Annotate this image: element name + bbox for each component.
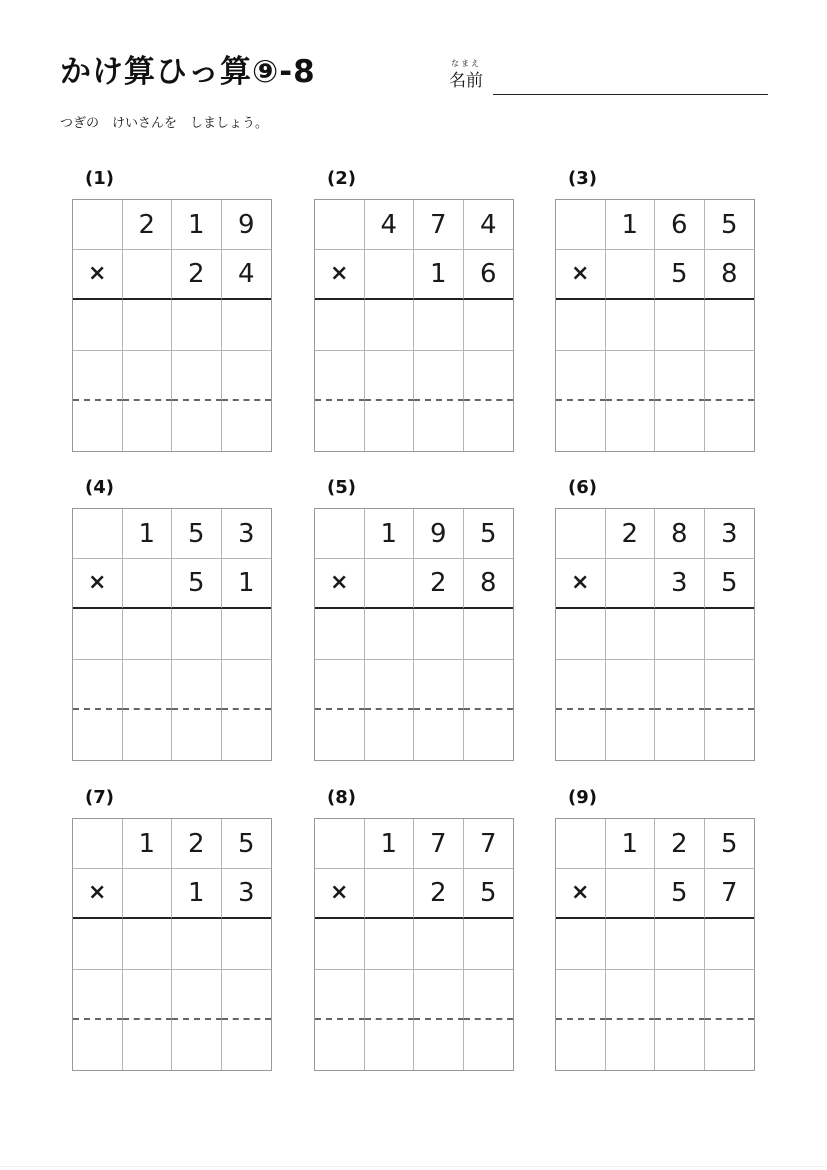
name-label: 名前 [449,71,483,91]
answer-cell[interactable] [556,401,606,451]
multiplicand-digit: 7 [414,819,464,869]
answer-cell[interactable] [73,609,123,659]
multiplier-digit: 1 [172,869,222,919]
answer-cell[interactable] [606,609,656,659]
answer-cell[interactable] [655,919,705,969]
worksheet-title: かけ算ひっ算⑨-8 [60,54,316,90]
answer-cell[interactable] [123,609,173,659]
multiply-sign: × [330,261,349,287]
answer-cell[interactable] [123,660,173,710]
answer-cell[interactable] [365,1020,415,1070]
answer-cell[interactable] [414,609,464,659]
problem-number: (8) [327,787,356,808]
multiplicand-digit: 2 [123,200,173,250]
name-furigana: なまえ [451,59,481,68]
multiplicand-digit: 1 [365,819,415,869]
empty-cell [606,250,656,300]
multiplier-digit: 5 [655,869,705,919]
answer-cell[interactable] [655,401,705,451]
empty-cell [365,250,415,300]
answer-cell[interactable] [73,660,123,710]
multiplicand-digit: 2 [172,819,222,869]
answer-cell[interactable] [655,660,705,710]
answer-cell[interactable] [414,401,464,451]
answer-cell[interactable] [315,300,365,350]
name-field [449,59,769,97]
answer-cell[interactable] [556,710,606,760]
multiply-sign: × [330,880,349,906]
answer-cell[interactable] [365,300,415,350]
operator-cell [556,559,606,609]
answer-cell[interactable] [123,919,173,969]
answer-cell[interactable] [556,660,606,710]
empty-cell [123,250,173,300]
answer-cell[interactable] [123,1020,173,1070]
answer-cell[interactable] [705,660,755,710]
problem-number: (2) [327,168,356,189]
instructions: つぎの けいさんを しましょう。 [60,116,269,131]
answer-cell[interactable] [556,970,606,1020]
answer-cell[interactable] [73,351,123,401]
answer-cell[interactable] [222,351,272,401]
answer-cell[interactable] [414,660,464,710]
answer-cell[interactable] [222,919,272,969]
empty-cell [365,869,415,919]
answer-cell[interactable] [222,710,272,760]
multiplicand-digit: 6 [655,200,705,250]
answer-cell[interactable] [705,609,755,659]
answer-cell[interactable] [655,351,705,401]
answer-cell[interactable] [655,300,705,350]
multiplicand-digit: 1 [606,200,656,250]
calculation-grid [314,199,514,452]
multiply-sign: × [330,570,349,596]
answer-cell[interactable] [655,710,705,760]
empty-cell [73,200,123,250]
answer-cell[interactable] [464,970,514,1020]
answer-cell[interactable] [73,1020,123,1070]
answer-cell[interactable] [172,1020,222,1070]
answer-cell[interactable] [315,351,365,401]
multiply-sign: × [571,880,590,906]
answer-cell[interactable] [464,351,514,401]
multiplier-digit: 1 [222,559,272,609]
answer-cell[interactable] [556,1020,606,1070]
calculation-grid [555,508,755,761]
answer-cell[interactable] [655,609,705,659]
empty-cell [315,509,365,559]
multiplicand-digit: 9 [414,509,464,559]
answer-cell[interactable] [73,300,123,350]
answer-cell[interactable] [222,609,272,659]
empty-cell [365,559,415,609]
answer-cell[interactable] [556,609,606,659]
page-bottom-edge [0,1166,827,1167]
empty-cell [123,869,173,919]
answer-cell[interactable] [123,300,173,350]
multiplicand-digit: 3 [222,509,272,559]
multiplier-digit: 4 [222,250,272,300]
answer-cell[interactable] [705,970,755,1020]
multiplicand-digit: 5 [222,819,272,869]
multiplier-digit: 1 [414,250,464,300]
answer-cell[interactable] [464,1020,514,1070]
multiplicand-digit: 7 [464,819,514,869]
answer-cell[interactable] [606,300,656,350]
multiplicand-digit: 1 [365,509,415,559]
answer-cell[interactable] [365,401,415,451]
empty-cell [556,509,606,559]
multiplier-digit: 7 [705,869,755,919]
multiplicand-digit: 4 [464,200,514,250]
multiplicand-digit: 5 [172,509,222,559]
problem-number: (3) [568,168,597,189]
answer-cell[interactable] [464,300,514,350]
empty-cell [73,819,123,869]
problem-number: (1) [85,168,114,189]
answer-cell[interactable] [606,970,656,1020]
problem-number: (6) [568,477,597,498]
multiplicand-digit: 1 [606,819,656,869]
operator-cell [315,559,365,609]
answer-cell[interactable] [606,1020,656,1070]
answer-cell[interactable] [556,919,606,969]
operator-cell [315,250,365,300]
answer-cell[interactable] [315,1020,365,1070]
operator-cell [73,250,123,300]
answer-cell[interactable] [172,919,222,969]
answer-cell[interactable] [705,401,755,451]
answer-cell[interactable] [172,401,222,451]
multiplier-digit: 5 [464,869,514,919]
answer-cell[interactable] [414,919,464,969]
multiplicand-digit: 2 [606,509,656,559]
answer-cell[interactable] [315,919,365,969]
multiplicand-digit: 9 [222,200,272,250]
answer-cell[interactable] [556,351,606,401]
answer-cell[interactable] [464,919,514,969]
multiplier-digit: 5 [172,559,222,609]
empty-cell [315,200,365,250]
answer-cell[interactable] [464,401,514,451]
answer-cell[interactable] [705,351,755,401]
multiplier-digit: 5 [705,559,755,609]
answer-cell[interactable] [73,710,123,760]
answer-cell[interactable] [172,970,222,1020]
answer-cell[interactable] [315,401,365,451]
answer-cell[interactable] [365,660,415,710]
answer-cell[interactable] [73,919,123,969]
empty-cell [556,819,606,869]
name-write-line[interactable] [493,94,768,95]
operator-cell [556,250,606,300]
answer-cell[interactable] [172,351,222,401]
multiplicand-digit: 5 [705,819,755,869]
empty-cell [73,509,123,559]
empty-cell [556,200,606,250]
answer-cell[interactable] [606,710,656,760]
multiplicand-digit: 4 [365,200,415,250]
multiplicand-digit: 7 [414,200,464,250]
calculation-grid [72,199,272,452]
multiplier-digit: 8 [705,250,755,300]
answer-cell[interactable] [222,1020,272,1070]
answer-cell[interactable] [606,919,656,969]
answer-cell[interactable] [606,351,656,401]
answer-cell[interactable] [365,609,415,659]
multiplier-digit: 6 [464,250,514,300]
calculation-grid [314,508,514,761]
answer-cell[interactable] [414,300,464,350]
empty-cell [123,559,173,609]
answer-cell[interactable] [464,609,514,659]
multiply-sign: × [571,261,590,287]
multiplicand-digit: 1 [123,509,173,559]
answer-cell[interactable] [705,300,755,350]
empty-cell [315,819,365,869]
answer-cell[interactable] [365,710,415,760]
answer-cell[interactable] [315,660,365,710]
multiplicand-digit: 8 [655,509,705,559]
answer-cell[interactable] [222,300,272,350]
answer-cell[interactable] [365,351,415,401]
answer-cell[interactable] [315,710,365,760]
answer-cell[interactable] [705,710,755,760]
answer-cell[interactable] [172,300,222,350]
answer-cell[interactable] [606,401,656,451]
answer-cell[interactable] [222,660,272,710]
multiply-sign: × [88,880,107,906]
multiplicand-digit: 2 [655,819,705,869]
multiplier-digit: 2 [414,869,464,919]
calculation-grid [555,199,755,452]
calculation-grid [555,818,755,1071]
answer-cell[interactable] [414,1020,464,1070]
multiplicand-digit: 5 [464,509,514,559]
answer-cell[interactable] [222,401,272,451]
answer-cell[interactable] [123,710,173,760]
answer-cell[interactable] [172,710,222,760]
multiply-sign: × [571,570,590,596]
answer-cell[interactable] [222,970,272,1020]
multiplicand-digit: 5 [705,200,755,250]
multiplicand-digit: 1 [123,819,173,869]
multiplier-digit: 3 [222,869,272,919]
operator-cell [315,869,365,919]
answer-cell[interactable] [414,970,464,1020]
problem-number: (4) [85,477,114,498]
answer-cell[interactable] [655,1020,705,1070]
answer-cell[interactable] [123,401,173,451]
answer-cell[interactable] [365,919,415,969]
problem-number: (5) [327,477,356,498]
empty-cell [606,869,656,919]
empty-cell [606,559,656,609]
problem-number: (7) [85,787,114,808]
answer-cell[interactable] [464,660,514,710]
answer-cell[interactable] [556,300,606,350]
answer-cell[interactable] [123,970,173,1020]
calculation-grid [72,508,272,761]
problem-number: (9) [568,787,597,808]
answer-cell[interactable] [73,401,123,451]
answer-cell[interactable] [655,970,705,1020]
operator-cell [73,869,123,919]
answer-cell[interactable] [705,1020,755,1070]
answer-cell[interactable] [464,710,514,760]
multiplier-digit: 8 [464,559,514,609]
multiply-sign: × [88,261,107,287]
multiply-sign: × [88,570,107,596]
answer-cell[interactable] [365,970,415,1020]
answer-cell[interactable] [705,919,755,969]
answer-cell[interactable] [315,970,365,1020]
multiplier-digit: 5 [655,250,705,300]
answer-cell[interactable] [315,609,365,659]
calculation-grid [72,818,272,1071]
calculation-grid [314,818,514,1071]
answer-cell[interactable] [123,351,173,401]
multiplier-digit: 2 [172,250,222,300]
answer-cell[interactable] [606,660,656,710]
operator-cell [73,559,123,609]
answer-cell[interactable] [172,609,222,659]
multiplier-digit: 2 [414,559,464,609]
multiplier-digit: 3 [655,559,705,609]
answer-cell[interactable] [73,970,123,1020]
operator-cell [556,869,606,919]
answer-cell[interactable] [414,710,464,760]
answer-cell[interactable] [172,660,222,710]
multiplicand-digit: 1 [172,200,222,250]
multiplicand-digit: 3 [705,509,755,559]
answer-cell[interactable] [414,351,464,401]
